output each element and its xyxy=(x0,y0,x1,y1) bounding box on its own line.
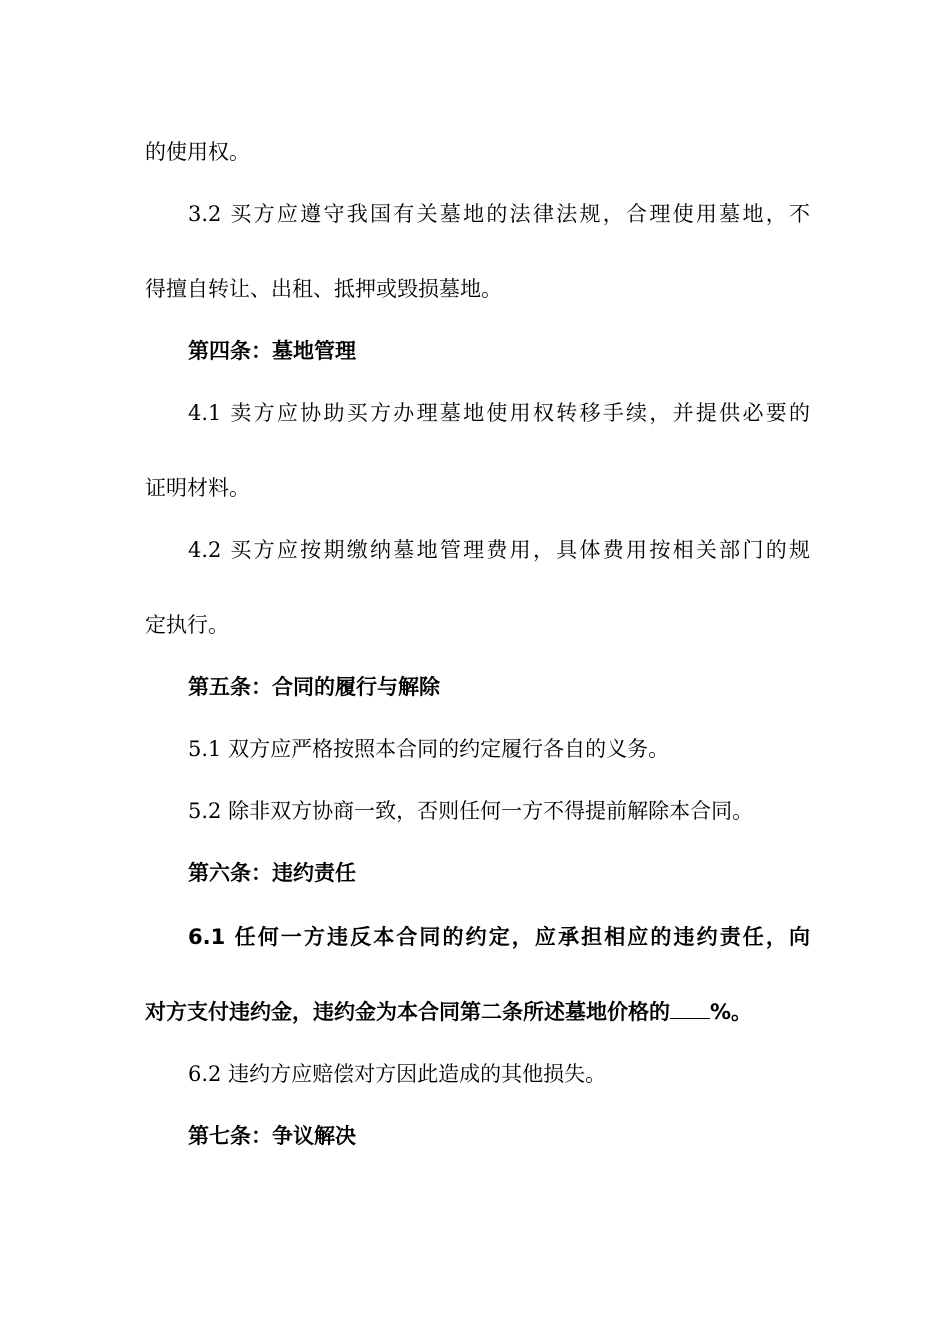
article-6-heading: 第六条：违约责任 xyxy=(188,861,356,885)
clause-6-1-text: 对方支付违约金，违约金为本合同第二条所述墓地价格的 xyxy=(145,1000,670,1024)
clause-3-2-line-2: 得擅自转让、出租、抵押或毁损墓地。 xyxy=(145,277,502,301)
clause-6-2: 6.2 违约方应赔偿对方因此造成的其他损失。 xyxy=(188,1062,607,1086)
paragraph-line: 的使用权。 xyxy=(145,140,250,164)
clause-4-1-line-1: 4.1 卖方应协助买方办理墓地使用权转移手续，并提供必要的 xyxy=(188,401,810,425)
clause-6-1-line-2 xyxy=(145,997,810,1027)
clause-4-2-line-2: 定执行。 xyxy=(145,613,229,637)
article-7-heading: 第七条：争议解决 xyxy=(188,1124,356,1148)
percent-sign: %。 xyxy=(710,1000,753,1024)
clause-4-2-line-1: 4.2 买方应按期缴纳墓地管理费用，具体费用按相关部门的规 xyxy=(188,538,810,562)
clause-4-1-line-2: 证明材料。 xyxy=(145,476,250,500)
clause-3-2-line-1: 3.2 买方应遵守我国有关墓地的法律法规，合理使用墓地，不 xyxy=(188,202,810,226)
clause-6-1-line-1: 6.1 任何一方违反本合同的约定，应承担相应的违约责任，向 xyxy=(188,925,810,949)
clause-5-1: 5.1 双方应严格按照本合同的约定履行各自的义务。 xyxy=(188,737,670,761)
clause-5-2: 5.2 除非双方协商一致，否则任何一方不得提前解除本合同。 xyxy=(188,799,754,823)
percentage-blank xyxy=(670,1000,710,1019)
article-4-heading: 第四条：墓地管理 xyxy=(188,339,356,363)
article-5-heading: 第五条：合同的履行与解除 xyxy=(188,675,440,699)
